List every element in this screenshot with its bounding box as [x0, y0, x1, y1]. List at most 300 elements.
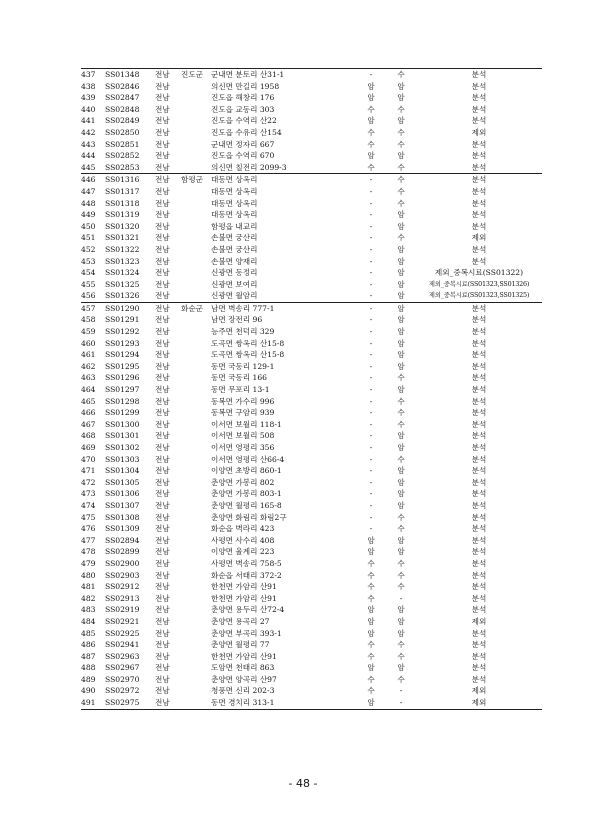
type-b-cell: 암: [397, 151, 405, 161]
table-row: [81, 349, 542, 361]
row-number-cell: 474: [81, 500, 96, 510]
type-b-cell: 수: [397, 651, 405, 661]
type-a-cell: -: [369, 431, 373, 441]
status-cell: 분석: [471, 210, 487, 220]
type-b-cell: 암: [397, 477, 405, 487]
county-cell: [179, 290, 211, 302]
sample-id-cell: SS02967: [105, 663, 140, 673]
table-row: [81, 581, 542, 593]
sample-id-cell: SS02852: [105, 151, 140, 161]
sample-id-cell: SS01348: [103, 69, 153, 81]
table-row: [81, 662, 542, 674]
province-cell: 전남: [155, 686, 170, 696]
address-cell: 군내면 분토리 산31-1: [211, 69, 356, 81]
table-row: [81, 558, 542, 570]
status-cell: 분석: [471, 558, 487, 568]
row-number-cell: 439: [81, 93, 96, 103]
province-cell: 전남: [155, 198, 170, 208]
type-a-cell: 수: [367, 139, 375, 149]
table-row: [81, 488, 542, 500]
table-row: [81, 396, 542, 408]
table-row: [81, 256, 542, 268]
sample-id-cell: SS01303: [105, 454, 140, 464]
county-cell: [179, 697, 211, 709]
type-a-cell: 수: [367, 104, 375, 114]
row-number-cell: 476: [81, 524, 96, 534]
address-cell: 춘양면 양곡리 산97: [211, 674, 277, 684]
county-cell: [179, 256, 211, 268]
status-cell: 분석: [471, 104, 487, 114]
type-a-cell: -: [356, 174, 386, 186]
county-cell: [179, 558, 211, 570]
province-cell: 전남: [155, 616, 170, 626]
table-row: [81, 430, 542, 442]
type-b-cell: 수: [397, 570, 405, 580]
type-a-cell: -: [369, 327, 373, 337]
address-cell: 의신면 만길리 1958: [211, 81, 280, 91]
status-cell: 분석: [471, 93, 487, 103]
county-cell: [179, 221, 211, 233]
sample-id-cell: SS02850: [105, 127, 140, 137]
type-b-cell: 암: [397, 663, 405, 673]
address-cell: 진도읍 교동리 303: [211, 104, 275, 114]
table-row: [81, 127, 542, 139]
province-cell: 전남: [155, 361, 170, 371]
table-row: [81, 454, 542, 466]
row-number-cell: 487: [81, 651, 96, 661]
address-cell: 이양면 율계리 223: [211, 547, 275, 557]
type-a-cell: 수: [367, 570, 375, 580]
type-b-cell: 수: [397, 373, 405, 383]
type-a-cell: 암: [367, 605, 375, 615]
province-cell: 전남: [155, 419, 170, 429]
sample-id-cell: SS01295: [105, 361, 140, 371]
status-cell: 분석: [416, 302, 542, 314]
address-cell: 대동면 상옥리: [211, 174, 356, 186]
row-number-cell: 486: [81, 640, 96, 650]
table-row: [81, 419, 542, 431]
type-b-cell: 수: [397, 104, 405, 114]
type-a-cell: 암: [356, 697, 386, 709]
type-a-cell: 수: [367, 127, 375, 137]
address-cell: 신광면 동정리: [211, 268, 258, 278]
county-cell: [179, 162, 211, 174]
county-cell: [179, 267, 211, 279]
county-cell: [179, 465, 211, 477]
county-cell: [179, 581, 211, 593]
type-b-cell: 수: [397, 558, 405, 568]
type-b-cell: 암: [397, 616, 405, 626]
status-cell: 분석: [471, 116, 487, 126]
type-a-cell: -: [369, 338, 373, 348]
sample-id-cell: SS02899: [105, 547, 140, 557]
type-a-cell: -: [369, 419, 373, 429]
sample-id-cell: SS01298: [105, 396, 140, 406]
table-row: [81, 279, 542, 291]
status-cell: 분석: [471, 385, 487, 395]
county-cell: [179, 338, 211, 350]
row-number-cell: 463: [81, 373, 96, 383]
row-number-cell: 457: [81, 302, 103, 314]
status-cell: 제외: [471, 127, 487, 137]
table-row: [81, 697, 542, 709]
type-b-cell: 수: [397, 512, 405, 522]
table-row: [81, 162, 542, 174]
row-number-cell: 453: [81, 256, 96, 266]
province-cell: 전남: [155, 582, 170, 592]
status-cell: 분석: [471, 454, 487, 464]
province-cell: 전남: [155, 291, 170, 301]
address-cell: 사평면 벽송리 758-5: [211, 558, 282, 568]
table-row: [81, 570, 542, 582]
status-cell: 분석: [471, 396, 487, 406]
province-cell: 전남: [155, 512, 170, 522]
address-cell: 도곡면 쌍옥리 산15-8: [211, 350, 285, 360]
province-cell: 전남: [155, 408, 170, 418]
type-a-cell: 암: [367, 81, 375, 91]
sample-id-cell: SS02941: [105, 640, 140, 650]
sample-id-cell: SS01296: [105, 373, 140, 383]
province-cell: 전남: [153, 302, 179, 314]
address-cell: 한천면 가암리 산91: [211, 651, 277, 661]
type-a-cell: -: [369, 454, 373, 464]
province-cell: 전남: [155, 385, 170, 395]
type-a-cell: -: [369, 489, 373, 499]
table-row: [81, 198, 542, 210]
row-number-cell: 442: [81, 127, 96, 137]
table-row: [81, 685, 542, 697]
row-number-cell: 447: [81, 186, 96, 196]
type-a-cell: -: [369, 244, 373, 254]
province-cell: 전남: [155, 454, 170, 464]
type-b-cell: 암: [397, 315, 405, 325]
sample-id-cell: SS01325: [105, 279, 140, 289]
province-cell: 전남: [155, 628, 170, 638]
status-cell: 분석: [471, 186, 487, 196]
row-number-cell: 451: [81, 233, 96, 243]
row-number-cell: 472: [81, 477, 96, 487]
type-a-cell: 암: [367, 151, 375, 161]
table-row: [81, 174, 542, 186]
type-a-cell: 암: [367, 93, 375, 103]
sample-id-cell: SS01319: [105, 210, 140, 220]
status-cell: 분석: [471, 477, 487, 487]
county-cell: [179, 81, 211, 93]
type-b-cell: 수: [397, 524, 405, 534]
address-cell: 동면 경치리 313-1: [211, 697, 356, 709]
county-cell: [179, 407, 211, 419]
province-cell: 전남: [155, 338, 170, 348]
type-a-cell: -: [369, 221, 373, 231]
county-cell: [179, 361, 211, 373]
county-cell: [179, 314, 211, 326]
address-cell: 능주면 천덕리 329: [211, 327, 275, 337]
row-number-cell: 466: [81, 408, 96, 418]
type-b-cell: 암: [397, 338, 405, 348]
table-row: [81, 639, 542, 651]
sample-id-cell: SS02975: [103, 697, 153, 709]
province-cell: 전남: [155, 151, 170, 161]
table-row: [81, 500, 542, 512]
status-cell: 제외: [416, 697, 542, 709]
type-b-cell: 암: [397, 268, 405, 278]
status-cell: 분석: [471, 338, 487, 348]
address-cell: 춘양면 월평리 165-8: [211, 500, 282, 510]
type-a-cell: -: [369, 315, 373, 325]
sample-id-cell: SS01306: [105, 489, 140, 499]
type-b-cell: 암: [397, 361, 405, 371]
sample-id-cell: SS02848: [105, 104, 140, 114]
address-cell: 신광면 월암리: [211, 291, 258, 301]
table-row: [81, 139, 542, 151]
row-number-cell: 491: [81, 697, 103, 709]
province-cell: 전남: [155, 500, 170, 510]
type-a-cell: -: [369, 291, 373, 301]
type-a-cell: -: [369, 361, 373, 371]
type-a-cell: -: [369, 210, 373, 220]
table-row: [81, 593, 542, 605]
type-a-cell: -: [369, 396, 373, 406]
type-b-cell: 암: [397, 81, 405, 91]
address-cell: 화순읍 서태리 372-2: [211, 570, 282, 580]
status-cell: 제외_중복시료(SS01323,SS01325): [428, 291, 530, 300]
county-cell: [179, 127, 211, 139]
type-a-cell: -: [369, 477, 373, 487]
type-b-cell: -: [386, 697, 416, 709]
province-cell: 전남: [155, 593, 170, 603]
row-number-cell: 459: [81, 327, 96, 337]
type-a-cell: 수: [367, 674, 375, 684]
type-a-cell: 암: [367, 628, 375, 638]
type-a-cell: 수: [367, 558, 375, 568]
county-cell: [179, 488, 211, 500]
address-cell: 이서면 보월리 508: [211, 431, 275, 441]
table-row: [81, 81, 542, 93]
province-cell: 전남: [155, 93, 170, 103]
row-number-cell: 448: [81, 198, 96, 208]
status-cell: 분석: [471, 162, 487, 172]
status-cell: 제외: [471, 686, 487, 696]
row-number-cell: 477: [81, 535, 96, 545]
address-cell: 손불면 궁산리: [211, 233, 258, 243]
type-b-cell: -: [399, 686, 403, 696]
status-cell: 분석: [471, 431, 487, 441]
county-cell: [179, 384, 211, 396]
table-row: [81, 535, 542, 547]
county-cell: [179, 150, 211, 162]
row-number-cell: 455: [81, 279, 96, 289]
county-cell: [179, 662, 211, 674]
type-b-cell: 암: [386, 302, 416, 314]
row-number-cell: 449: [81, 210, 96, 220]
table-row: [81, 372, 542, 384]
address-cell: 이서면 영평리 356: [211, 443, 275, 452]
status-cell: 제외_중복시료(SS01322): [434, 268, 524, 278]
row-number-cell: 467: [81, 419, 96, 429]
type-b-cell: 수: [397, 419, 405, 429]
status-cell: 분석: [471, 361, 487, 371]
province-cell: 전남: [155, 535, 170, 545]
status-cell: 분석: [471, 570, 487, 580]
address-cell: 진도읍 수역리 산22: [211, 116, 277, 126]
province-cell: 전남: [155, 244, 170, 254]
row-number-cell: 480: [81, 570, 96, 580]
row-number-cell: 452: [81, 244, 96, 254]
sample-id-cell: SS02900: [105, 558, 140, 568]
province-cell: 전남: [153, 174, 179, 186]
type-a-cell: -: [356, 302, 386, 314]
table-row: [81, 442, 542, 454]
province-cell: 전남: [155, 210, 170, 220]
province-cell: 전남: [155, 431, 170, 441]
status-cell: 분석: [471, 500, 487, 510]
table-row: [81, 546, 542, 558]
province-cell: 전남: [155, 139, 170, 149]
status-cell: 분석: [471, 443, 487, 452]
province-cell: 전남: [155, 186, 170, 196]
table-row: [81, 267, 542, 279]
type-b-cell: 수: [397, 408, 405, 418]
county-cell: [179, 232, 211, 244]
province-cell: 전남: [155, 396, 170, 406]
county-cell: [179, 593, 211, 605]
status-cell: 제외_중복시료(SS01323,SS01326): [428, 279, 530, 288]
address-cell: 화순읍 벽라리 423: [211, 524, 275, 534]
status-cell: 분석: [471, 582, 487, 592]
province-cell: 전남: [155, 651, 170, 661]
province-cell: 전남: [155, 256, 170, 266]
address-cell: 청풍면 신리 202-3: [211, 686, 275, 696]
sample-id-cell: SS01326: [105, 291, 140, 301]
county-cell: [179, 419, 211, 431]
row-number-cell: 475: [81, 512, 96, 522]
sample-id-cell: SS01322: [105, 244, 140, 254]
type-b-cell: 수: [397, 582, 405, 592]
table-row: [81, 384, 542, 396]
row-number-cell: 481: [81, 582, 96, 592]
row-number-cell: 479: [81, 558, 96, 568]
row-number-cell: 456: [81, 291, 96, 301]
type-b-cell: 암: [397, 466, 405, 476]
province-cell: 전남: [155, 116, 170, 126]
sample-id-cell: SS01290: [103, 302, 153, 314]
type-b-cell: 암: [397, 210, 405, 220]
sample-id-cell: SS02919: [105, 605, 140, 615]
type-b-cell: 암: [397, 489, 405, 499]
address-cell: 진도읍 해창리 176: [211, 93, 275, 103]
table-row: [81, 69, 542, 81]
row-number-cell: 450: [81, 221, 96, 231]
province-cell: 전남: [155, 477, 170, 487]
type-a-cell: 암: [367, 663, 375, 673]
sample-id-cell: SS02921: [105, 616, 140, 626]
table-row: [81, 477, 542, 489]
table-row: [81, 465, 542, 477]
status-cell: 분석: [416, 69, 542, 81]
row-number-cell: 470: [81, 454, 96, 464]
table-row: [81, 674, 542, 686]
type-a-cell: -: [369, 373, 373, 383]
status-cell: 분석: [471, 256, 487, 266]
row-number-cell: 488: [81, 663, 96, 673]
status-cell: 분석: [471, 547, 487, 557]
sample-id-cell: SS02972: [105, 686, 140, 696]
county-cell: [179, 535, 211, 547]
row-number-cell: 445: [81, 162, 96, 172]
province-cell: 전남: [155, 524, 170, 534]
sample-table: [81, 68, 542, 710]
sample-id-cell: SS02849: [105, 116, 140, 126]
sample-id-cell: SS01304: [105, 466, 140, 476]
row-number-cell: 461: [81, 350, 96, 360]
county-cell: [179, 186, 211, 198]
type-b-cell: 암: [397, 327, 405, 337]
county-cell: [179, 349, 211, 361]
county-cell: [179, 546, 211, 558]
sample-id-cell: SS02894: [105, 535, 140, 545]
type-b-cell: 암: [397, 628, 405, 638]
address-cell: 동복면 구암리 939: [211, 408, 275, 418]
province-cell: 전남: [155, 663, 170, 673]
address-cell: 춘양면 용곡리 27: [211, 616, 270, 626]
status-cell: 분석: [471, 373, 487, 383]
type-b-cell: 수: [397, 162, 405, 172]
table-row: [81, 290, 542, 302]
status-cell: 분석: [471, 535, 487, 545]
row-number-cell: 438: [81, 81, 96, 91]
county-cell: [179, 604, 211, 616]
address-cell: 남면 장전리 96: [211, 315, 263, 325]
type-a-cell: -: [369, 500, 373, 510]
county-cell: 화순군: [179, 302, 211, 314]
type-b-cell: 암: [397, 431, 405, 441]
table-row: [81, 512, 542, 524]
address-cell: 대동면 상옥리: [211, 210, 258, 220]
province-cell: 전남: [155, 570, 170, 580]
county-cell: [179, 639, 211, 651]
address-cell: 춘양면 가봉리 803-1: [211, 489, 282, 499]
address-cell: 진도읍 수역리 670: [211, 151, 275, 161]
row-number-cell: 468: [81, 431, 96, 441]
address-cell: 도곡면 쌍옥리 산15-8: [211, 338, 285, 348]
sample-id-cell: SS01307: [105, 500, 140, 510]
county-cell: [179, 139, 211, 151]
type-a-cell: -: [369, 408, 373, 418]
status-cell: 분석: [471, 466, 487, 476]
page-number: - 48 -: [288, 777, 318, 790]
county-cell: [179, 209, 211, 221]
type-a-cell: -: [369, 279, 373, 289]
row-number-cell: 464: [81, 385, 96, 395]
type-b-cell: 암: [397, 244, 405, 254]
type-b-cell: -: [399, 593, 403, 603]
county-cell: [179, 674, 211, 686]
row-number-cell: 471: [81, 466, 96, 476]
county-cell: [179, 326, 211, 338]
address-cell: 남면 벽송리 777-1: [211, 302, 356, 314]
province-cell: 전남: [153, 69, 179, 81]
status-cell: 분석: [471, 327, 487, 337]
sample-id-cell: SS02970: [105, 674, 140, 684]
province-cell: 전남: [155, 558, 170, 568]
address-cell: 한천면 가암리 산91: [211, 593, 277, 603]
table-row: [81, 92, 542, 104]
sample-id-cell: SS02913: [105, 593, 140, 603]
address-cell: 군내면 정자리 667: [211, 139, 275, 149]
row-number-cell: 454: [81, 268, 96, 278]
status-cell: 분석: [471, 605, 487, 615]
county-cell: [179, 523, 211, 535]
